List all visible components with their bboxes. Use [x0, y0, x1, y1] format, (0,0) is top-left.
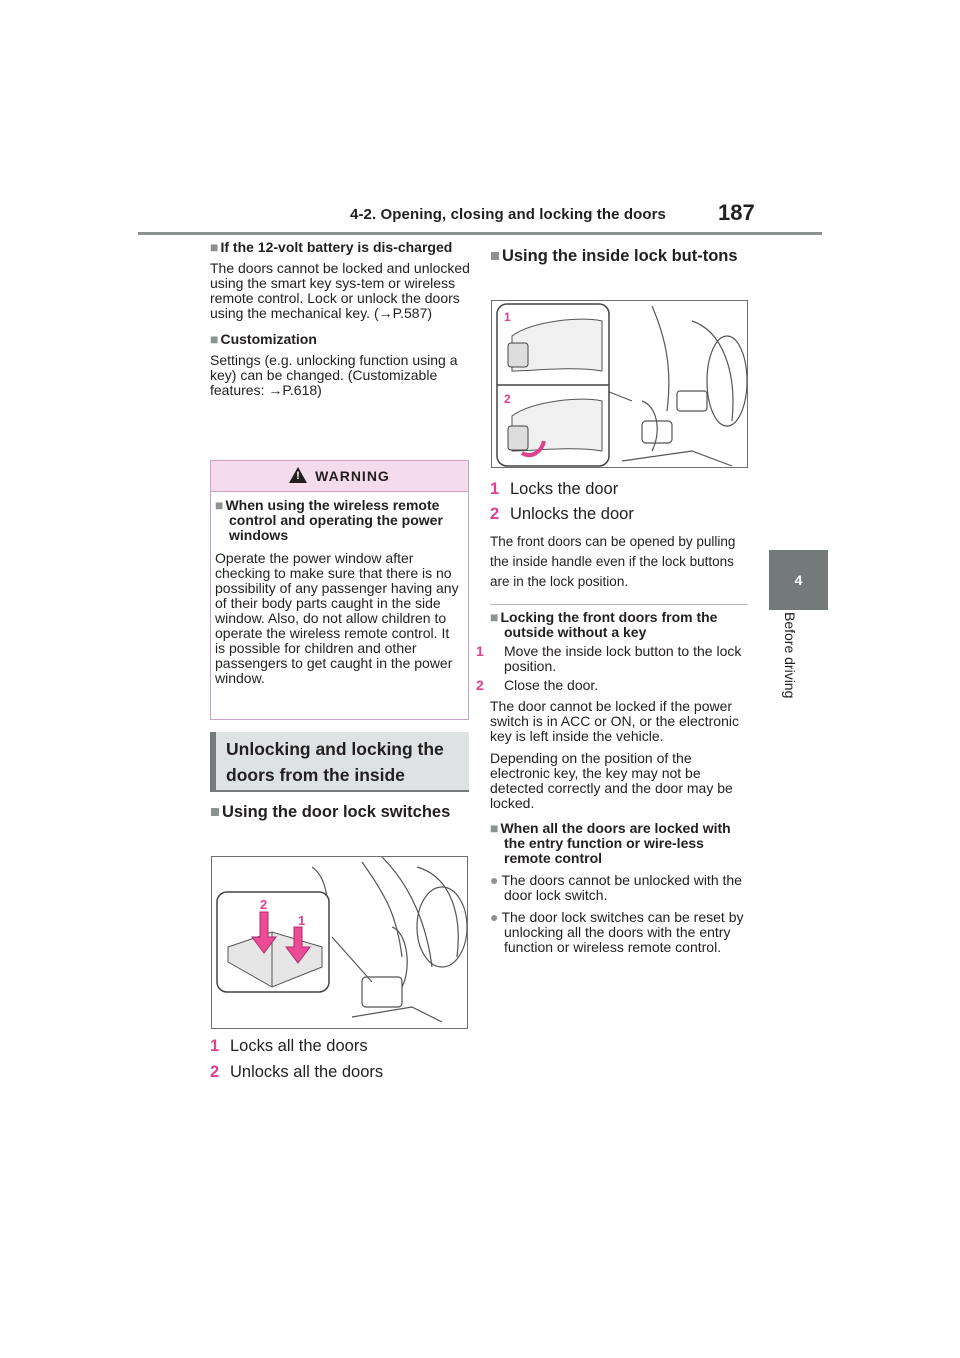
warning-heading: ■ When using the wireless remote control and operating the power windows	[215, 497, 443, 543]
list-item: 1 Locks all the doors	[210, 1037, 368, 1055]
buttons-heading: ■ Using the inside lock but-tons	[490, 247, 738, 265]
outside-lock-section	[476, 609, 750, 955]
fig-label-2: 2	[504, 392, 511, 406]
list-item: 1 Locks the door	[490, 480, 619, 498]
inside-lock-button-illustration	[492, 301, 748, 468]
switches-heading: ■ Using the door lock switches	[210, 803, 451, 821]
outside-note-2: Depending on the position of the electronic key, the key may not be detected correctly and the door may be locked.	[490, 750, 733, 811]
warning-text: Operate the power window after checking to make sure that there is no possibility of any passenger having any of their body parts caught in the side window. Also, do not allow children to operate the wireless remote control. It is possible for children and other passengers to get caught in the power window.	[215, 550, 459, 686]
outside-note-1: The door cannot be locked if the power switch is in ACC or ON, or the electronic key is left inside the vehicle.	[490, 698, 739, 744]
bullet-item: ● The door lock switches can be reset by unlocking all the doors with the entry function or wireless remote control.	[490, 909, 744, 955]
fig-label-1: 1	[298, 913, 306, 928]
entry-heading: ■ When all the doors are locked with the entry function or wire-less remote control	[490, 820, 731, 866]
bullet-item: ● The doors cannot be unlocked with the door lock switch.	[490, 872, 742, 903]
customization-text: Settings (e.g. unlocking function using a key) can be changed. (Customizable features: →P.618)	[210, 352, 458, 398]
list-item: 1 Move the inside lock button to the lock position.	[476, 643, 742, 674]
left-column	[210, 240, 470, 398]
page-number: 187	[718, 200, 755, 225]
buttons-note: The front doors can be opened by pulling the inside handle even if the lock buttons are in the lock position.	[490, 534, 736, 589]
battery-heading: ■ If the 12-volt battery is dis-charged	[210, 239, 453, 255]
chapter-tab[interactable]: 4	[769, 550, 828, 610]
chapter-title: 4-2. Opening, closing and locking the doors	[350, 206, 666, 223]
warning-box	[210, 460, 469, 720]
warning-icon	[289, 467, 307, 483]
fig-label-1: 1	[504, 310, 511, 324]
buttons-list	[490, 477, 750, 592]
switches-list	[210, 1034, 470, 1084]
buttons-section	[490, 242, 750, 270]
customization-heading: ■ Customization	[210, 331, 317, 347]
list-item: 2 Unlocks all the doors	[210, 1063, 384, 1081]
battery-text: The doors cannot be locked and unlocked using the smart key sys-tem or wireless remote control. Lock or unlock the doors using the mechanical key. (→P.587)	[210, 260, 470, 321]
divider	[490, 604, 748, 605]
fig-label-2: 2	[260, 897, 268, 912]
list-item: 2 Close the door.	[476, 677, 599, 693]
door-lock-switch-figure	[211, 856, 468, 1029]
switches-section	[210, 798, 470, 826]
chapter-tab-label: Before driving	[782, 612, 798, 699]
list-item: 2 Unlocks the door	[490, 505, 634, 523]
warning-header: !WARNING	[211, 461, 468, 492]
door-lock-switch-illustration	[212, 857, 468, 1029]
section-title: Unlocking and locking the doors from the inside	[210, 732, 469, 792]
header-rule	[138, 232, 822, 235]
inside-lock-button-figure	[491, 300, 748, 468]
outside-heading: ■ Locking the front doors from the outside without a key	[490, 609, 718, 640]
